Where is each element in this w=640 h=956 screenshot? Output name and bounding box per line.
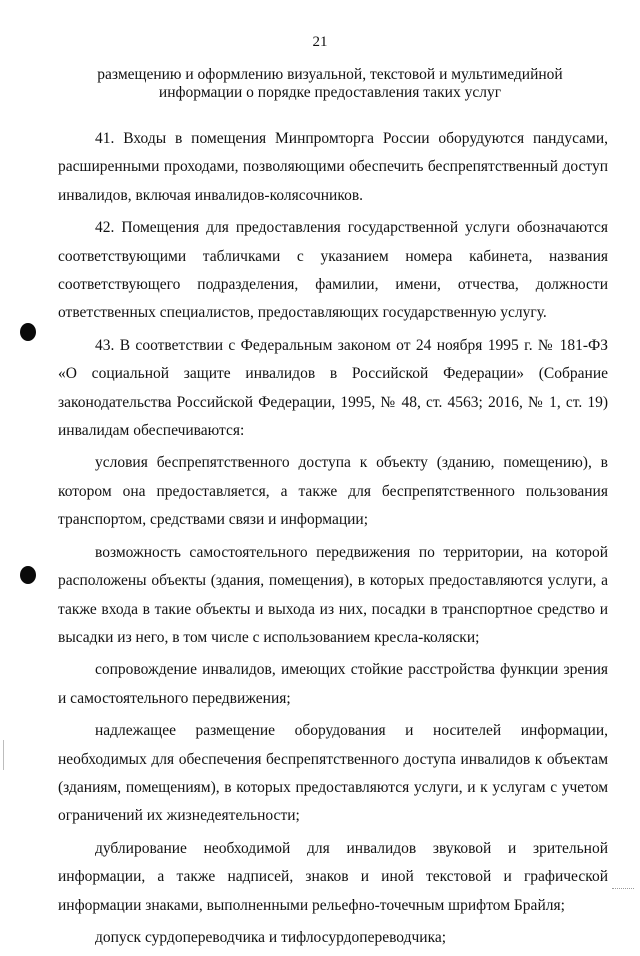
scan-corner-mark [612,888,634,891]
list-item-escort: сопровождение инвалидов, имеющих стойкие расстройства функции зрения и самостоятельного передвижения; [58,661,608,707]
paragraph-43: 43. В соответствии с Федеральным законом от 24 ноября 1995 г. № 181-ФЗ «О социальной защите инвалидов в Российской Федерации» (Собрание законодательства Российской Федерации, 1995, № 48, ст. 4563; 2016, № 1, ст. 19) инвалидам обеспечиваются: [58,336,608,440]
punch-hole [20,323,36,341]
list-item-access-conditions: условия беспрепятственного доступа к объекту (зданию, помещению), в котором она предоставляется, а также для беспрепятственного пользования транспортом, средствами связи и информации; [58,454,608,529]
punch-hole [20,566,36,584]
heading-line-1: размещению и оформлению визуальной, текстовой и мультимедийной [97,66,563,83]
scan-edge-mark [3,740,4,770]
list-item-equipment-placement: надлежащее размещение оборудования и носителей информации, необходимых для обеспечения беспрепятственного доступа инвалидов к объектам (зданиям, помещениям), в которых предоставляются услуги, и к услугам с учетом ограничений их жизнедеятельности; [58,722,608,825]
paragraph-42: 42. Помещения для предоставления государственной услуги обозначаются соответствующими табличками с указанием номера кабинета, названия соответствующего подразделения, фамилии, имени, отчества, должности ответственных специалистов, предоставляющих государственную услугу. [58,219,608,322]
list-item-information-duplication: дублирование необходимой для инвалидов звуковой и зрительной информации, а также надписей, знаков и иной текстовой и графической информации знаками, выполненными рельефно-точечным шрифтом Брайля; [58,839,608,914]
list-item-interpreter-admission: допуск сурдопереводчика и тифлосурдопереводчика; [95,928,447,946]
section-heading [80,66,580,102]
page-number: 21 [312,34,328,50]
document-body [58,125,608,956]
heading-line-2: информации о порядке предоставления таких услуг [158,84,502,101]
list-item-movement: возможность самостоятельного передвижения по территории, на которой расположены объекты (здания, помещения), в которых предоставляются услуги, а также входа в такие объекты и выхода из них, посадки в транспортное средство и высадки из него, в том числе с использованием кресла-коляски; [58,543,608,646]
paragraph-41: 41. Входы в помещения Минпромторга России оборудуются пандусами, расширенными проходами, позволяющими обеспечить беспрепятственный доступ инвалидов, включая инвалидов-колясочников. [58,130,608,204]
